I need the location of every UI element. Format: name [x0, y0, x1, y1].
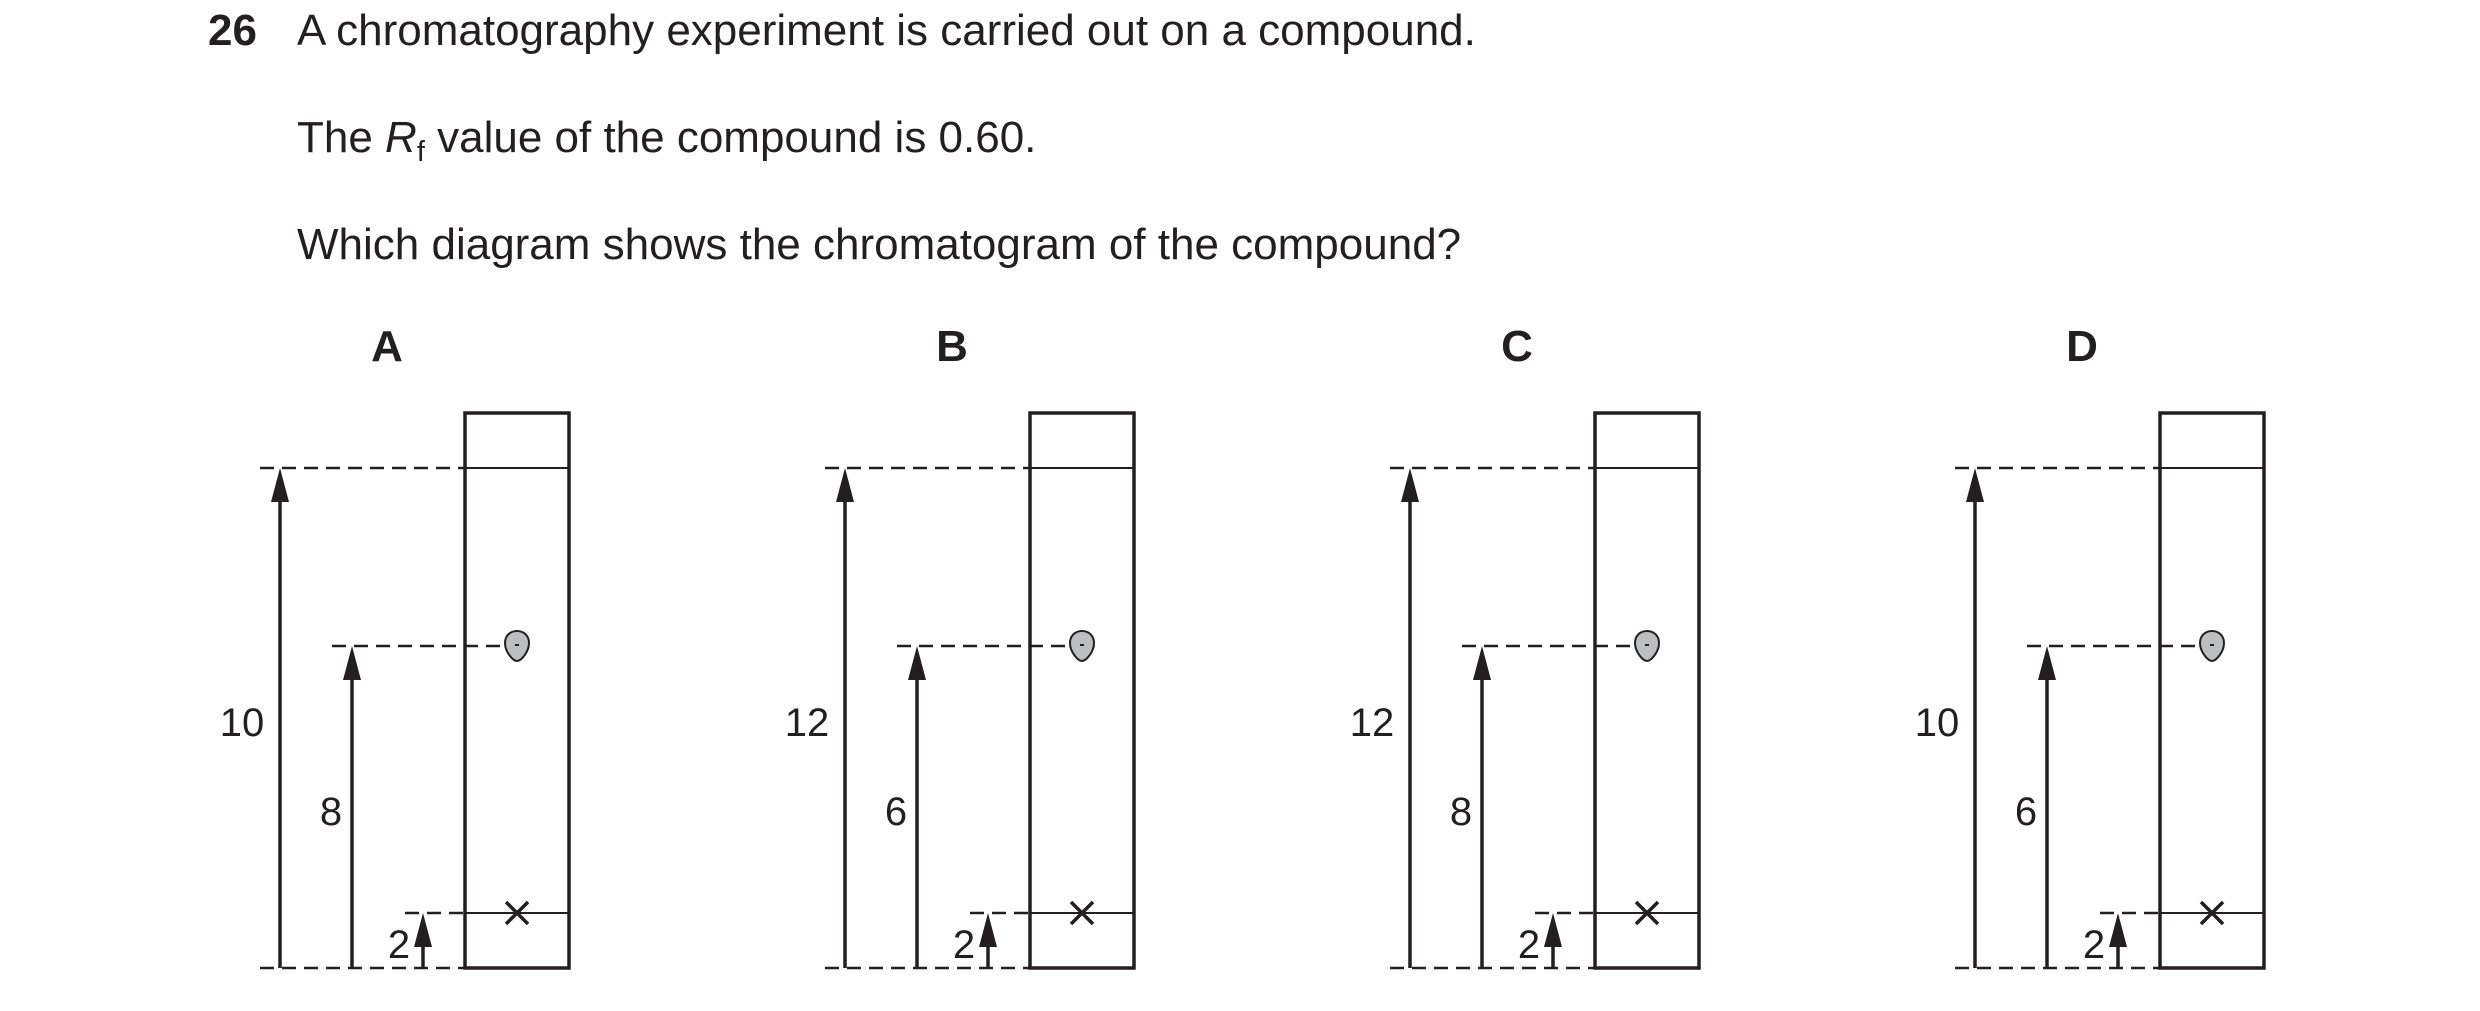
- option-a-letter: A: [371, 322, 403, 371]
- solvent-front-distance-label: 10: [219, 701, 265, 745]
- option-d-letter: D: [2066, 322, 2098, 371]
- solvent-front-arrow-head: [271, 468, 289, 502]
- option-a-diagram: [220, 322, 569, 968]
- solvent-front-arrow-head: [836, 468, 854, 502]
- spot-distance-arrow-head: [2038, 646, 2056, 680]
- solvent-front-arrow-head: [1401, 468, 1419, 502]
- option-d-diagram: [1915, 322, 2264, 968]
- spot-distance-arrow-head: [343, 646, 361, 680]
- spot-distance-label: 6: [2014, 790, 2038, 834]
- baseline-distance-label: 2: [387, 923, 411, 967]
- rf-symbol: R: [385, 113, 417, 162]
- rf-value-text: value of the compound is 0.60.: [424, 113, 1037, 162]
- option-b-letter: B: [936, 322, 968, 371]
- spot-distance-arrow-head: [908, 646, 926, 680]
- solvent-front-arrow-head: [1966, 468, 1984, 502]
- compound-spot: [1635, 631, 1659, 661]
- paper-strip: [1030, 413, 1134, 968]
- option-b-diagram: [785, 322, 1134, 968]
- compound-spot: [505, 631, 529, 661]
- option-c-diagram: [1350, 322, 1699, 968]
- question-stem-line-3: Which diagram shows the chromatogram of the compound?: [297, 220, 1462, 269]
- option-c-letter: C: [1501, 322, 1533, 371]
- solvent-front-distance-label: 12: [784, 701, 830, 745]
- rf-prefix-text: The: [297, 113, 386, 162]
- spot-distance-arrow-head: [1473, 646, 1491, 680]
- baseline-arrow-head: [2109, 913, 2127, 947]
- solvent-front-distance-label: 12: [1349, 701, 1395, 745]
- compound-spot: [1070, 631, 1094, 661]
- baseline-arrow-head: [414, 913, 432, 947]
- question-stem-line-1: A chromatography experiment is carried out on a compound.: [297, 6, 1476, 55]
- paper-strip: [465, 413, 569, 968]
- spot-distance-label: 8: [319, 790, 343, 834]
- baseline-distance-label: 2: [1517, 923, 1541, 967]
- paper-strip: [2160, 413, 2264, 968]
- solvent-front-distance-label: 10: [1914, 701, 1960, 745]
- baseline-arrow-head: [979, 913, 997, 947]
- paper-strip: [1595, 413, 1699, 968]
- question-number: 26: [208, 6, 257, 55]
- spot-distance-label: 8: [1449, 790, 1473, 834]
- baseline-distance-label: 2: [952, 923, 976, 967]
- rf-subscript: f: [416, 136, 425, 168]
- compound-spot: [2200, 631, 2224, 661]
- baseline-arrow-head: [1544, 913, 1562, 947]
- baseline-distance-label: 2: [2082, 923, 2106, 967]
- spot-distance-label: 6: [884, 790, 908, 834]
